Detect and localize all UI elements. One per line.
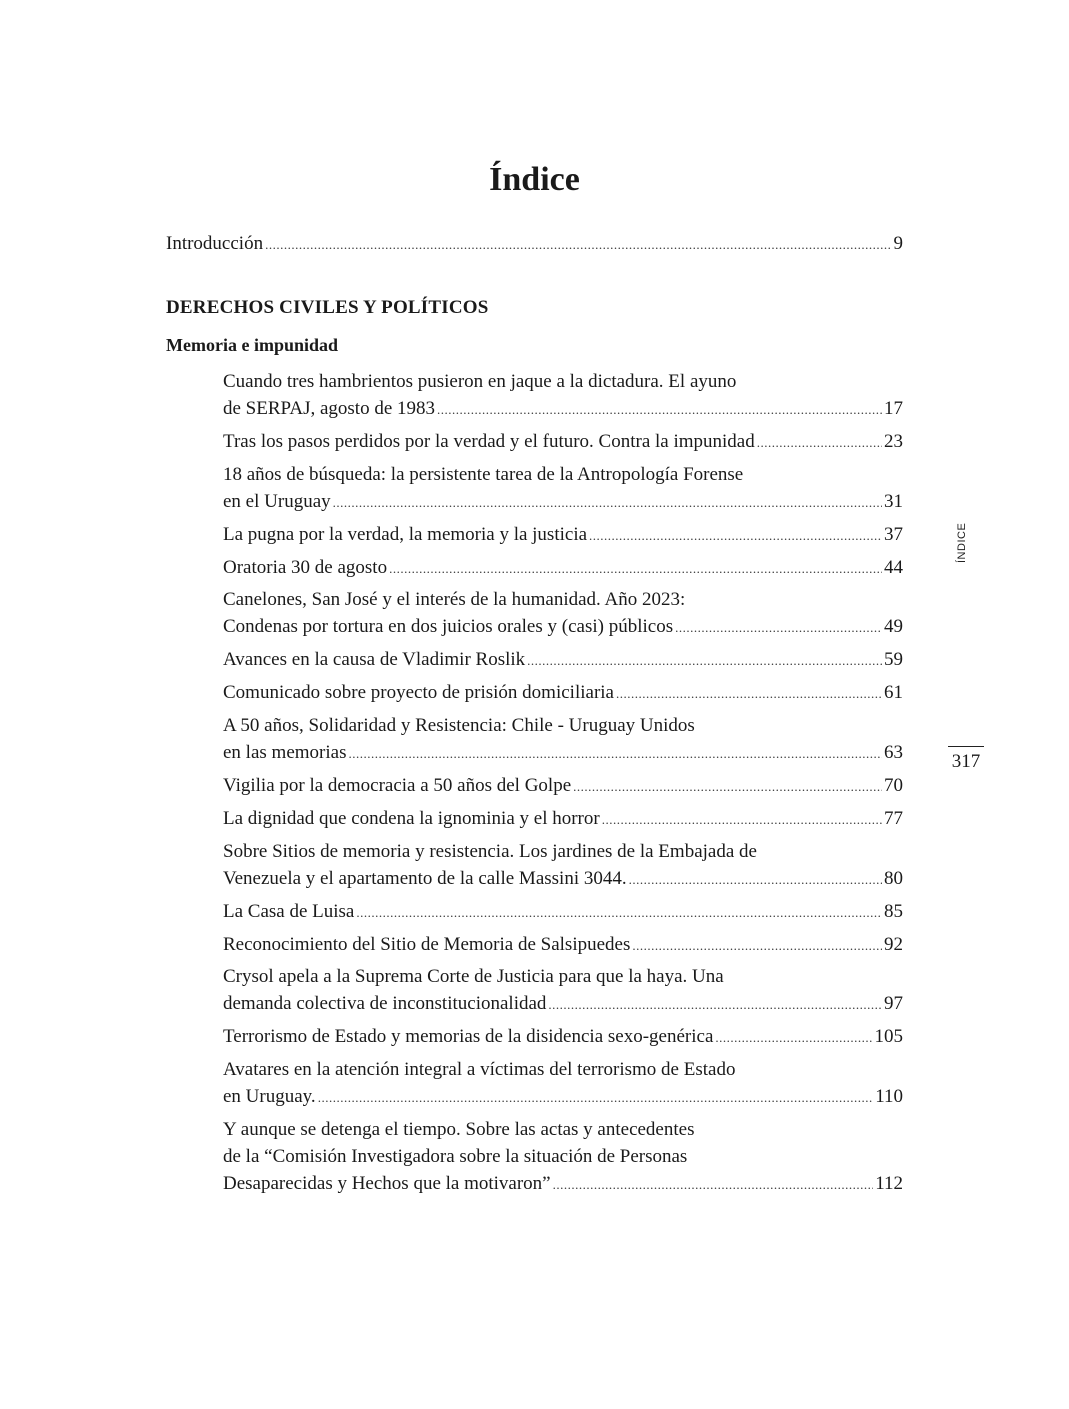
toc-entry-last-line (223, 1083, 903, 1111)
toc-entry-page: 70 (884, 775, 903, 797)
toc-entry-title-line: Comunicado sobre proyecto de prisión domiciliaria (223, 682, 614, 704)
toc-entry-page: 92 (884, 933, 903, 955)
toc-entry (223, 646, 903, 674)
toc-entry-page: 61 (884, 682, 903, 704)
toc-entry-page: 17 (884, 398, 903, 419)
dot-leader (318, 1084, 874, 1111)
toc-entry-title-line: A 50 años, Solidaridad y Resistencia: Chile - Uruguay Unidos (223, 715, 695, 737)
toc-entry-page: 85 (884, 900, 903, 922)
dot-leader (553, 1171, 874, 1198)
toc-entry-introduccion (166, 230, 903, 258)
toc-entry-title-line: La pugna por la verdad, la memoria y la justicia (223, 523, 588, 545)
toc-entry-title-line: Crysol apela a la Suprema Corte de Justicia para que la haya. Una (223, 966, 724, 988)
toc-entry-last-line (223, 865, 903, 893)
toc-entry-last-line (223, 772, 903, 800)
toc-entry-title-line: Avances en la causa de Vladimir Roslik (223, 649, 526, 671)
toc-entry-page: 49 (884, 616, 903, 638)
toc-entry-last-line (223, 488, 903, 516)
toc-entry-page: 31 (884, 490, 903, 512)
toc-entry-page: 44 (884, 556, 903, 578)
toc-entry-title-line: de SERPAJ, agosto de 1983 (223, 398, 436, 419)
toc-entry-title-line: Tras los pasos perdidos por la verdad y el futuro. Contra la impunidad (223, 430, 755, 452)
toc-entry-title-line: en las memorias (223, 742, 347, 764)
dot-leader (632, 932, 882, 959)
toc-entry-title-line: La dignidad que condena la ignominia y el horror (223, 807, 600, 829)
toc-entry-title-line: demanda colectiva de inconstitucionalidad (223, 993, 547, 1015)
toc-entry (223, 838, 903, 893)
section-heading: DERECHOS CIVILES Y POLÍTICOS (166, 297, 489, 318)
toc-entry-page: 59 (884, 649, 903, 671)
toc-entry (223, 963, 903, 1018)
toc-entry (223, 679, 903, 707)
dot-leader (629, 866, 882, 893)
toc-entry-title-line: Canelones, San José y el interés de la humanidad. Año 2023: (223, 589, 686, 611)
toc-entry (223, 586, 903, 641)
toc-entry-last-line (223, 395, 903, 423)
toc-entry-page: 37 (884, 523, 903, 545)
toc-entry-page: 77 (884, 807, 903, 829)
dot-leader (527, 647, 882, 674)
dot-leader (675, 614, 882, 641)
toc-entry-last-line (223, 898, 903, 926)
running-header-label: ÍNDICE (956, 522, 968, 564)
dot-leader (348, 740, 882, 767)
toc-entry-last-line (223, 428, 903, 456)
toc-entry (223, 772, 903, 800)
toc-entry-last-line (223, 990, 903, 1018)
toc-entry (223, 428, 903, 456)
toc-entry-title-line: Venezuela y el apartamento de la calle Massini 3044. (223, 867, 627, 889)
toc-entry-page: 112 (875, 1173, 903, 1195)
dot-leader (616, 680, 882, 707)
toc-entry-title-line: Reconocimiento del Sitio de Memoria de Salsipuedes (223, 933, 631, 955)
toc-entry (223, 521, 903, 549)
toc-entry-page: 97 (884, 993, 903, 1015)
table-of-contents (166, 230, 903, 1203)
toc-entry-last-line (223, 805, 903, 833)
toc-entry (223, 931, 903, 959)
page-number-rule (948, 746, 984, 747)
toc-entry (223, 368, 903, 423)
toc-entry-page: 9 (893, 233, 903, 254)
dot-leader (573, 773, 882, 800)
toc-entry-last-line (223, 1170, 903, 1198)
subsection-heading: Memoria e impunidad (166, 335, 339, 355)
dot-leader (265, 231, 891, 258)
toc-entry (223, 461, 903, 516)
page-number: 317 (951, 751, 981, 772)
toc-entry-title-line: Avatares en la atención integral a víctimas del terrorismo de Estado (223, 1059, 736, 1081)
dot-leader (548, 991, 882, 1018)
toc-entry-title-line: Oratoria 30 de agosto (223, 556, 388, 578)
toc-entry-title-line: Terrorismo de Estado y memorias de la disidencia sexo-genérica (223, 1026, 714, 1048)
toc-entry-title-line: en el Uruguay (223, 490, 331, 512)
dot-leader (437, 396, 882, 423)
dot-leader (356, 899, 882, 926)
dot-leader (715, 1024, 872, 1051)
dot-leader (589, 522, 882, 549)
toc-entry-title-line: Condenas por tortura en dos juicios orales y (casi) públicos (223, 616, 674, 638)
toc-entry-last-line (223, 521, 903, 549)
toc-entry-title-line: Y aunque se detenga el tiempo. Sobre las actas y antecedentes (223, 1119, 695, 1141)
dot-leader (757, 429, 882, 456)
toc-entry-page: 110 (875, 1086, 903, 1108)
toc-entry-page: 63 (884, 742, 903, 764)
toc-entry-title-line: La Casa de Luisa (223, 900, 355, 922)
toc-entry-last-line (223, 739, 903, 767)
toc-entry-title-line: Desaparecidas y Hechos que la motivaron” (223, 1173, 551, 1195)
toc-entry (223, 1116, 903, 1198)
toc-entry (223, 898, 903, 926)
toc-entry (223, 554, 903, 582)
toc-entry (223, 805, 903, 833)
toc-entry-last-line (223, 679, 903, 707)
toc-entry (223, 1023, 903, 1051)
dot-leader (389, 555, 882, 582)
toc-entry-page: 105 (874, 1026, 903, 1048)
toc-entry (223, 712, 903, 767)
toc-entry-title-line: 18 años de búsqueda: la persistente tarea de la Antropología Forense (223, 463, 744, 485)
toc-entry-title-line: Cuando tres hambrientos pusieron en jaque a la dictadura. El ayuno (223, 371, 737, 392)
toc-entry-last-line (223, 554, 903, 582)
toc-entry-title-line: de la “Comisión Investigadora sobre la situación de Personas (223, 1146, 688, 1168)
toc-entry-last-line (223, 931, 903, 959)
toc-entry-title-line: Sobre Sitios de memoria y resistencia. Los jardines de la Embajada de (223, 840, 757, 862)
toc-entries (223, 368, 903, 1198)
dot-leader (333, 489, 882, 516)
toc-entry-title-line: Vigilia por la democracia a 50 años del Golpe (223, 775, 572, 797)
toc-entry-title-line: en Uruguay. (223, 1086, 316, 1108)
toc-entry (223, 1056, 903, 1111)
toc-entry-label: Introducción (166, 233, 264, 254)
toc-entry-last-line (223, 646, 903, 674)
toc-entry-last-line (223, 1023, 903, 1051)
toc-entry-page: 80 (884, 867, 903, 889)
page-title: Índice (489, 161, 580, 198)
dot-leader (602, 806, 882, 833)
toc-entry-last-line (223, 613, 903, 641)
toc-entry-page: 23 (884, 430, 903, 452)
